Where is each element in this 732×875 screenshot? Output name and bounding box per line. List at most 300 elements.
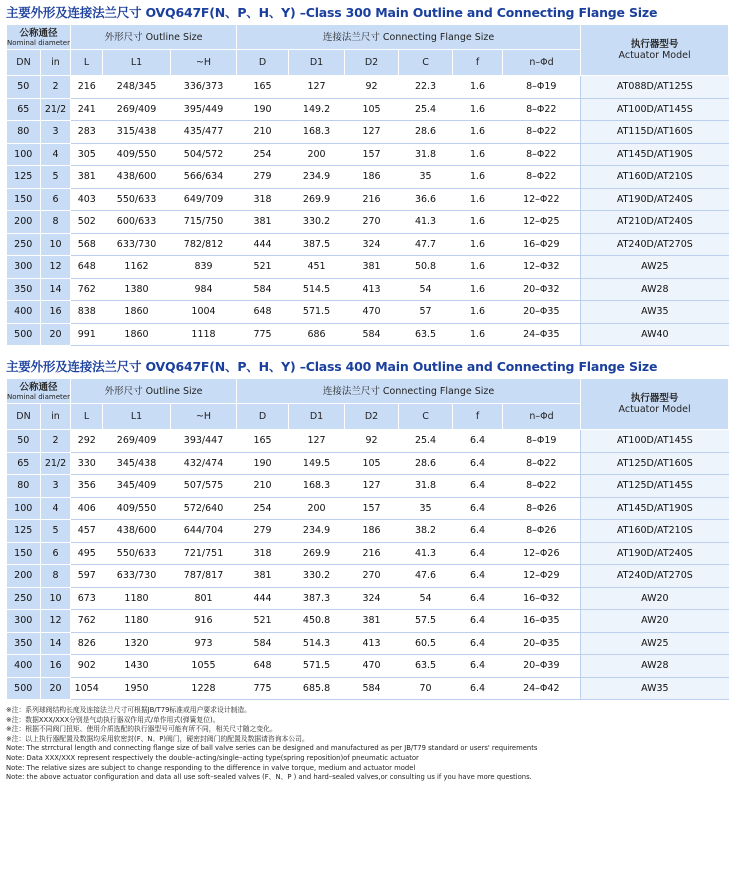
note-line: Note: Data XXX/XXX represent respectively the double–acting/single–acting type(spring reposition)of pneumatic actuator <box>6 753 419 762</box>
table-cell: 20–Φ35 <box>503 301 581 324</box>
table-cell: 6.4 <box>453 520 503 543</box>
table-cell: 4 <box>41 497 71 520</box>
table-cell: 644/704 <box>171 520 237 543</box>
table-cell: 305 <box>71 143 103 166</box>
table-cell: 1118 <box>171 323 237 346</box>
table-cell: 168.3 <box>289 475 345 498</box>
table-cell: 25.4 <box>399 430 453 453</box>
table-cell: AT240D/AT270S <box>581 233 729 256</box>
flange-size-header: 连接法兰尺寸 Connecting Flange Size <box>237 379 581 404</box>
nominal-diameter-header <box>7 379 71 404</box>
table-cell: 782/812 <box>171 233 237 256</box>
table-cell: 550/633 <box>103 188 171 211</box>
table-cell: 387.3 <box>289 587 345 610</box>
table-cell: 269.9 <box>289 188 345 211</box>
table-cell: 381 <box>345 610 399 633</box>
table-cell: AT240D/AT270S <box>581 565 729 588</box>
table-cell: 648 <box>237 655 289 678</box>
note-line: Note: The strrctural length and connecting flange size of ball valve series can be designed and manufactured as per JB/T79 standard or users' requirements <box>6 744 538 753</box>
actuator-en-label: Actuator Model <box>618 404 691 415</box>
table-cell: 8–Φ26 <box>503 520 581 543</box>
table-cell: 50 <box>7 430 41 453</box>
table-cell: 6.4 <box>453 497 503 520</box>
table-cell: 50.8 <box>399 256 453 279</box>
table-cell: 12–Φ32 <box>503 256 581 279</box>
table-cell: 6.4 <box>453 542 503 565</box>
table-cell: 381 <box>237 211 289 234</box>
note-line: ※注：系列球阀结构长度及连接法兰尺寸可根据JB/T79标准或用户要求设计制造。 <box>6 706 251 714</box>
table-cell: 597 <box>71 565 103 588</box>
table-cell: 279 <box>237 520 289 543</box>
table-cell: 165 <box>237 76 289 99</box>
column-header: C <box>399 404 453 430</box>
table-cell: 1.6 <box>453 166 503 189</box>
table-row <box>7 278 729 301</box>
table-cell: 318 <box>237 188 289 211</box>
table-cell: 8–Φ19 <box>503 430 581 453</box>
table-cell: 216 <box>345 188 399 211</box>
table-cell: 381 <box>237 565 289 588</box>
column-header: L1 <box>103 50 171 76</box>
nominal-zh-label: 公称通径 <box>19 27 58 39</box>
table-cell: AW35 <box>581 301 729 324</box>
table-row <box>7 233 729 256</box>
table-cell: 8–Φ22 <box>503 166 581 189</box>
table-cell: 5 <box>41 520 71 543</box>
table-cell: 248/345 <box>103 76 171 99</box>
table-cell: 21/2 <box>41 452 71 475</box>
table-cell: 839 <box>171 256 237 279</box>
table-cell: 92 <box>345 76 399 99</box>
table-cell: 41.3 <box>399 542 453 565</box>
table-cell: 444 <box>237 233 289 256</box>
column-header: L <box>71 50 103 76</box>
table-cell: 1228 <box>171 677 237 700</box>
actuator-model-header <box>581 25 729 76</box>
table-cell: 63.5 <box>399 323 453 346</box>
table-row <box>7 256 729 279</box>
table-cell: 4 <box>41 143 71 166</box>
actuator-en-label: Actuator Model <box>618 50 691 61</box>
column-header: D2 <box>345 50 399 76</box>
table-cell: 20 <box>41 323 71 346</box>
table-cell: 403 <box>71 188 103 211</box>
table-cell: 35 <box>399 166 453 189</box>
table-cell: 241 <box>71 98 103 121</box>
spec-table-section-1 <box>0 0 732 346</box>
table-row <box>7 677 729 700</box>
table-cell: 24–Φ42 <box>503 677 581 700</box>
table-cell: 6 <box>41 542 71 565</box>
table-row <box>7 188 729 211</box>
table-cell: 330 <box>71 452 103 475</box>
table-cell: 571.5 <box>289 301 345 324</box>
table-cell: 54 <box>399 278 453 301</box>
table-row <box>7 211 729 234</box>
table-cell: 409/550 <box>103 143 171 166</box>
table-cell: 63.5 <box>399 655 453 678</box>
table-cell: 1.6 <box>453 233 503 256</box>
table-cell: 125 <box>7 520 41 543</box>
table-row <box>7 610 729 633</box>
column-header: ~H <box>171 50 237 76</box>
table-cell: 165 <box>237 430 289 453</box>
spec-table-section-2 <box>0 354 732 700</box>
table-cell: AW20 <box>581 610 729 633</box>
table-row <box>7 452 729 475</box>
table-cell: 6.4 <box>453 452 503 475</box>
table-cell: 36.6 <box>399 188 453 211</box>
column-header: f <box>453 50 503 76</box>
table-cell: 250 <box>7 233 41 256</box>
nominal-en-label: Nominal diameter <box>7 392 70 401</box>
table-cell: 250 <box>7 587 41 610</box>
table-cell: 450.8 <box>289 610 345 633</box>
table-cell: 216 <box>345 542 399 565</box>
table-cell: 190 <box>237 98 289 121</box>
table-cell: 1.6 <box>453 256 503 279</box>
table-cell: 413 <box>345 632 399 655</box>
table-cell: 300 <box>7 256 41 279</box>
table-cell: 31.8 <box>399 143 453 166</box>
table-cell: 65 <box>7 452 41 475</box>
table-cell: 550/633 <box>103 542 171 565</box>
table-cell: 35 <box>399 497 453 520</box>
table-cell: 234.9 <box>289 520 345 543</box>
table-cell: 8–Φ22 <box>503 143 581 166</box>
table-cell: 775 <box>237 323 289 346</box>
table-cell: AT160D/AT210S <box>581 520 729 543</box>
table-cell: 438/600 <box>103 166 171 189</box>
table-cell: 572/640 <box>171 497 237 520</box>
table-cell: 838 <box>71 301 103 324</box>
column-header: DN <box>7 404 41 430</box>
table-cell: 584 <box>237 278 289 301</box>
table-cell: 649/709 <box>171 188 237 211</box>
actuator-model-header <box>581 379 729 430</box>
table-cell: 400 <box>7 655 41 678</box>
table-cell: AT190D/AT240S <box>581 542 729 565</box>
note-line: ※注：以上执行器配置及数据均采用软密封(F、N、P)阀门，硬密封阀门的配置及数据请咨询本公司。 <box>6 734 309 743</box>
table-cell: 5 <box>41 166 71 189</box>
table-cell: 356 <box>71 475 103 498</box>
table-cell: 502 <box>71 211 103 234</box>
table-cell: 105 <box>345 452 399 475</box>
table-cell: AW25 <box>581 632 729 655</box>
actuator-zh-label: 执行器型号 <box>630 39 679 50</box>
table-cell: 105 <box>345 98 399 121</box>
table-cell: AT190D/AT240S <box>581 188 729 211</box>
column-header: C <box>399 50 453 76</box>
table-cell: 984 <box>171 278 237 301</box>
table-cell: 292 <box>71 430 103 453</box>
table-cell: 3 <box>41 475 71 498</box>
table-cell: 470 <box>345 301 399 324</box>
column-header: D2 <box>345 404 399 430</box>
table-cell: 633/730 <box>103 565 171 588</box>
table-cell: 393/447 <box>171 430 237 453</box>
table-row <box>7 143 729 166</box>
notes-section <box>6 706 732 783</box>
table-cell: 6.4 <box>453 677 503 700</box>
table-cell: 149.5 <box>289 452 345 475</box>
table-cell: 451 <box>289 256 345 279</box>
table-cell: 31.8 <box>399 475 453 498</box>
table-cell: AT088D/AT125S <box>581 76 729 99</box>
table-cell: 350 <box>7 632 41 655</box>
table-cell: 514.3 <box>289 632 345 655</box>
table-cell: 826 <box>71 632 103 655</box>
table-cell: 6.4 <box>453 430 503 453</box>
table-cell: 6.4 <box>453 655 503 678</box>
table-cell: 1860 <box>103 323 171 346</box>
table-cell: 507/575 <box>171 475 237 498</box>
table-cell: 345/409 <box>103 475 171 498</box>
table-cell: 279 <box>237 166 289 189</box>
table-cell: 57 <box>399 301 453 324</box>
table-cell: 269.9 <box>289 542 345 565</box>
table-cell: 1.6 <box>453 211 503 234</box>
table-cell: 38.2 <box>399 520 453 543</box>
table-cell: 1320 <box>103 632 171 655</box>
table-cell: 686 <box>289 323 345 346</box>
table-cell: AW20 <box>581 587 729 610</box>
table-cell: 350 <box>7 278 41 301</box>
table-cell: 254 <box>237 497 289 520</box>
table-row <box>7 76 729 99</box>
table-cell: 324 <box>345 233 399 256</box>
table-cell: AT145D/AT190S <box>581 143 729 166</box>
table-cell: 16 <box>41 655 71 678</box>
table-cell: 20–Φ39 <box>503 655 581 678</box>
table-cell: AT145D/AT190S <box>581 497 729 520</box>
table-cell: 504/572 <box>171 143 237 166</box>
note-line: Note: the above actuator configuration and data all use soft–sealed valves (F、N、P ) and hard–sealed valves,or consulting us if you have more questions. <box>6 773 532 782</box>
column-header: f <box>453 404 503 430</box>
table-cell: 10 <box>41 587 71 610</box>
column-header: DN <box>7 50 41 76</box>
table-cell: 100 <box>7 143 41 166</box>
table-cell: 22.3 <box>399 76 453 99</box>
spec-table <box>6 24 729 346</box>
table-cell: 24–Φ35 <box>503 323 581 346</box>
table-cell: 92 <box>345 430 399 453</box>
table-cell: 762 <box>71 278 103 301</box>
table-cell: 1950 <box>103 677 171 700</box>
table-title: 主要外形及连接法兰尺寸 OVQ647F(N、P、H、Y) –Class 400 Main Outline and Connecting Flange Size <box>6 359 658 374</box>
table-cell: 973 <box>171 632 237 655</box>
table-cell: 80 <box>7 121 41 144</box>
table-cell: 8–Φ22 <box>503 475 581 498</box>
table-cell: 269/409 <box>103 98 171 121</box>
table-cell: 6 <box>41 188 71 211</box>
table-cell: 210 <box>237 121 289 144</box>
table-cell: 330.2 <box>289 211 345 234</box>
table-cell: 685.8 <box>289 677 345 700</box>
table-cell: 336/373 <box>171 76 237 99</box>
table-cell: AW25 <box>581 256 729 279</box>
table-cell: 20–Φ35 <box>503 632 581 655</box>
table-cell: 14 <box>41 632 71 655</box>
table-cell: AW28 <box>581 655 729 678</box>
table-cell: AW40 <box>581 323 729 346</box>
table-cell: 648 <box>71 256 103 279</box>
table-cell: 387.5 <box>289 233 345 256</box>
table-cell: 16 <box>41 301 71 324</box>
table-cell: 157 <box>345 497 399 520</box>
table-cell: 270 <box>345 211 399 234</box>
table-cell: 762 <box>71 610 103 633</box>
table-cell: 648 <box>237 301 289 324</box>
table-cell: 1430 <box>103 655 171 678</box>
table-cell: 324 <box>345 587 399 610</box>
column-header: L1 <box>103 404 171 430</box>
table-cell: 168.3 <box>289 121 345 144</box>
table-cell: 584 <box>345 323 399 346</box>
table-cell: 991 <box>71 323 103 346</box>
table-cell: 3 <box>41 121 71 144</box>
table-cell: 902 <box>71 655 103 678</box>
table-cell: 14 <box>41 278 71 301</box>
table-cell: 1.6 <box>453 188 503 211</box>
table-row <box>7 166 729 189</box>
table-cell: 200 <box>289 497 345 520</box>
table-row <box>7 98 729 121</box>
table-cell: 8–Φ22 <box>503 98 581 121</box>
note-line: ※注：根据不同阀门扭矩、使用介质选配的执行器型号可能有所不同，相关尺寸随之变化。 <box>6 725 277 734</box>
table-cell: 1.6 <box>453 323 503 346</box>
table-cell: 432/474 <box>171 452 237 475</box>
table-cell: 500 <box>7 323 41 346</box>
table-cell: 16–Φ29 <box>503 233 581 256</box>
table-row <box>7 121 729 144</box>
table-cell: 584 <box>345 677 399 700</box>
outline-size-header: 外形尺寸 Outline Size <box>71 379 237 404</box>
table-cell: 1860 <box>103 301 171 324</box>
table-cell: 2 <box>41 430 71 453</box>
table-cell: 190 <box>237 452 289 475</box>
table-cell: 6.4 <box>453 587 503 610</box>
table-cell: 186 <box>345 520 399 543</box>
table-cell: 457 <box>71 520 103 543</box>
table-cell: 568 <box>71 233 103 256</box>
table-cell: 1180 <box>103 610 171 633</box>
table-cell: 149.2 <box>289 98 345 121</box>
table-cell: 600/633 <box>103 211 171 234</box>
table-cell: AT115D/AT160S <box>581 121 729 144</box>
table-cell: 200 <box>289 143 345 166</box>
table-cell: 1.6 <box>453 121 503 144</box>
table-cell: AT100D/AT145S <box>581 430 729 453</box>
table-cell: 566/634 <box>171 166 237 189</box>
table-cell: 12 <box>41 610 71 633</box>
table-cell: 6.4 <box>453 632 503 655</box>
table-cell: 157 <box>345 143 399 166</box>
table-cell: 413 <box>345 278 399 301</box>
table-cell: 65 <box>7 98 41 121</box>
table-cell: 6.4 <box>453 565 503 588</box>
table-cell: 6.4 <box>453 475 503 498</box>
table-cell: AT100D/AT145S <box>581 98 729 121</box>
table-row <box>7 497 729 520</box>
table-cell: 270 <box>345 565 399 588</box>
table-cell: 200 <box>7 211 41 234</box>
table-cell: 1.6 <box>453 76 503 99</box>
table-cell: 28.6 <box>399 121 453 144</box>
table-row <box>7 565 729 588</box>
table-cell: 1054 <box>71 677 103 700</box>
table-cell: 8 <box>41 211 71 234</box>
table-cell: 315/438 <box>103 121 171 144</box>
table-cell: AT125D/AT160S <box>581 452 729 475</box>
table-title: 主要外形及连接法兰尺寸 OVQ647F(N、P、H、Y) –Class 300 Main Outline and Connecting Flange Size <box>6 5 658 20</box>
table-cell: 1004 <box>171 301 237 324</box>
table-cell: 80 <box>7 475 41 498</box>
table-row <box>7 430 729 453</box>
table-row <box>7 632 729 655</box>
table-cell: 12–Φ29 <box>503 565 581 588</box>
table-cell: 381 <box>345 256 399 279</box>
table-cell: 127 <box>345 475 399 498</box>
table-cell: 514.5 <box>289 278 345 301</box>
table-cell: 1.6 <box>453 98 503 121</box>
table-cell: 12–Φ26 <box>503 542 581 565</box>
table-cell: 345/438 <box>103 452 171 475</box>
table-cell: 41.3 <box>399 211 453 234</box>
table-cell: 721/751 <box>171 542 237 565</box>
nominal-zh-label: 公称通径 <box>19 381 58 393</box>
table-cell: AT210D/AT240S <box>581 211 729 234</box>
table-cell: 715/750 <box>171 211 237 234</box>
table-row <box>7 587 729 610</box>
table-cell: 6.4 <box>453 610 503 633</box>
outline-size-header: 外形尺寸 Outline Size <box>71 25 237 50</box>
nominal-diameter-header <box>7 25 71 50</box>
table-cell: 1.6 <box>453 143 503 166</box>
table-cell: 8 <box>41 565 71 588</box>
column-header: L <box>71 404 103 430</box>
table-cell: 521 <box>237 256 289 279</box>
table-cell: 269/409 <box>103 430 171 453</box>
table-row <box>7 475 729 498</box>
table-cell: 1380 <box>103 278 171 301</box>
column-header: D1 <box>289 50 345 76</box>
table-cell: 435/477 <box>171 121 237 144</box>
table-cell: AW28 <box>581 278 729 301</box>
table-cell: 127 <box>289 430 345 453</box>
table-cell: 70 <box>399 677 453 700</box>
column-header: in <box>41 50 71 76</box>
table-cell: 127 <box>345 121 399 144</box>
table-cell: 57.5 <box>399 610 453 633</box>
table-cell: 1.6 <box>453 278 503 301</box>
column-header: in <box>41 404 71 430</box>
table-cell: 16–Φ35 <box>503 610 581 633</box>
table-cell: 2 <box>41 76 71 99</box>
table-cell: 673 <box>71 587 103 610</box>
note-line: Note: The relative sizes are subject to change responding to the difference in valve torque, medium and actuator model <box>6 763 416 772</box>
table-cell: 444 <box>237 587 289 610</box>
table-cell: AT160D/AT210S <box>581 166 729 189</box>
table-cell: 300 <box>7 610 41 633</box>
table-cell: 916 <box>171 610 237 633</box>
table-cell: 381 <box>71 166 103 189</box>
table-cell: 406 <box>71 497 103 520</box>
note-line: ※注：数据XXX/XXX分别是气动执行器双作用式/单作用式(弹簧复位)。 <box>6 715 220 724</box>
table-cell: 1180 <box>103 587 171 610</box>
spec-table <box>6 378 729 700</box>
table-cell: 584 <box>237 632 289 655</box>
